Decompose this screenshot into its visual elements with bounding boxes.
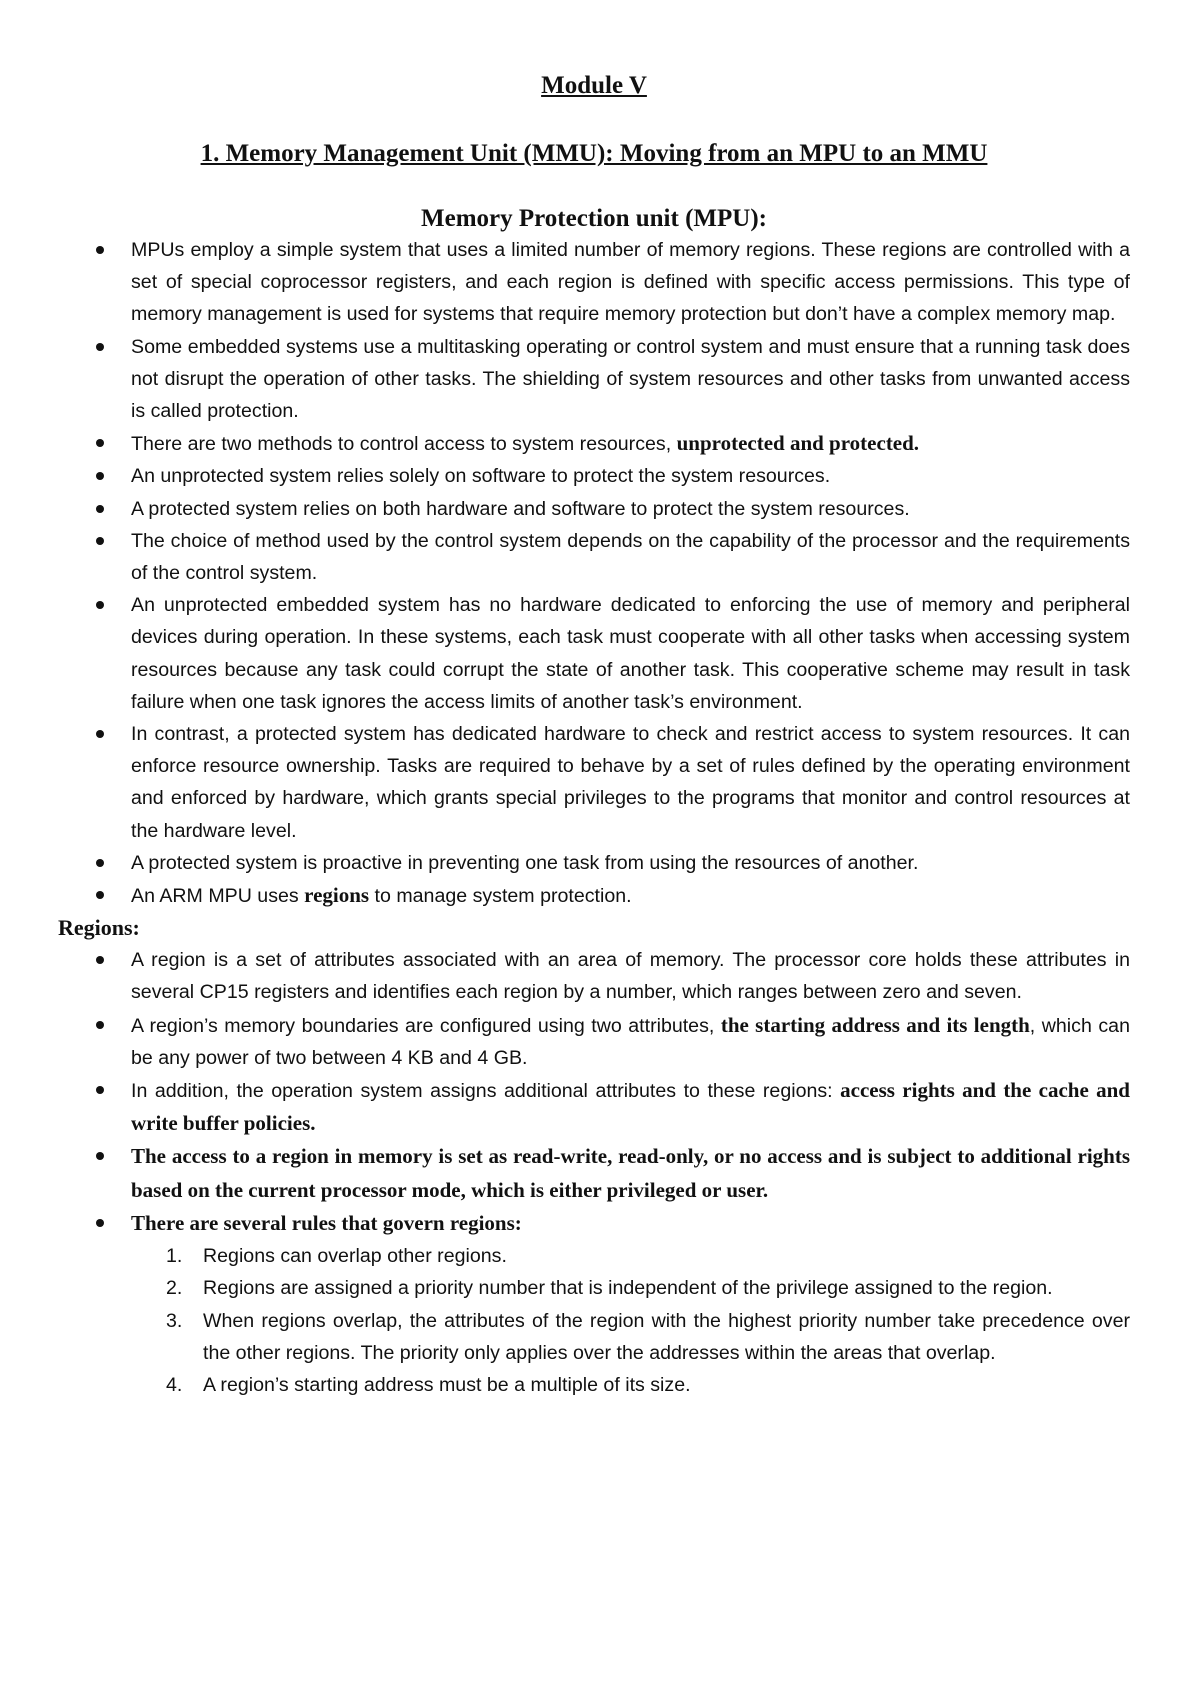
list-item: In contrast, a protected system has dedicated hardware to check and restrict access to system resources. It can enforce resource ownership. Tasks are required to behave by a set of rules defined by the operating environment and enforced by hardware, which grants special privileges to the programs that monitor and control resources at the hardware level. [58, 718, 1130, 847]
list-item: 1. Regions can overlap other regions. [58, 1240, 1130, 1272]
list-number: 3. [166, 1309, 183, 1332]
region-bullet-list [58, 944, 1130, 1240]
list-item: A region is a set of attributes associated with an area of memory. The processor core holds these attributes in several CP15 registers and identifies each region by a number, which ranges between zero and seven. [58, 944, 1130, 1008]
list-number: 2. [166, 1277, 183, 1300]
list-item: An ARM MPU uses regions to manage system protection. [58, 879, 1130, 912]
list-item [58, 1140, 1130, 1206]
list-item: MPUs employ a simple system that uses a limited number of memory regions. These regions are controlled with a set of special coprocessor registers, and each region is defined with specific access permissions. This type of memory management is used for systems that require memory protection but don’t have a complex memory map. [58, 234, 1130, 331]
list-item: In addition, the operation system assigns additional attributes to these regions: access rights and the cache and write buffer policies. [58, 1074, 1130, 1140]
list-item: Some embedded systems use a multitasking operating or control system and must ensure that a running task does not disrupt the operation of other tasks. The shielding of system resources and other tasks from unwanted access is called protection. [58, 331, 1130, 428]
list-item [58, 1207, 1130, 1240]
bullet-icon [96, 343, 104, 351]
list-item: There are two methods to control access to system resources, unprotected and protected. [58, 427, 1130, 460]
list-item: A protected system relies on both hardware and software to protect the system resources. [58, 493, 1130, 525]
bullet-icon [96, 246, 104, 254]
list-item: An unprotected system relies solely on software to protect the system resources. [58, 460, 1130, 492]
bullet-icon [96, 505, 104, 513]
list-item: A protected system is proactive in preventing one task from using the resources of another. [58, 847, 1130, 879]
bullet-icon [96, 601, 104, 609]
bold-text: regions [304, 883, 370, 908]
list-item: The choice of method used by the control system depends on the capability of the processor and the requirements of the control system. [58, 525, 1130, 589]
bullet-icon [96, 891, 104, 899]
bullet-icon [96, 859, 104, 867]
bullet-icon [96, 439, 104, 447]
list-item: An unprotected embedded system has no hardware dedicated to enforcing the use of memory and peripheral devices during operation. In these systems, each task must cooperate with all other tasks when accessing system resources because any task could corrupt the state of another task. This cooperative scheme may result in task failure when one task ignores the access limits of another task’s environment. [58, 589, 1130, 718]
bold-text: The access to a region in memory is set as read-write, read-only, or no access and is subject to additional rights based on the current processor mode, which is either privileged or user. [131, 1144, 1130, 1202]
list-item: 3. When regions overlap, the attributes of the region with the highest priority number take precedence over the other regions. The priority only applies over the addresses within the areas that overlap. [58, 1305, 1130, 1369]
list-item: 2. Regions are assigned a priority number that is independent of the privilege assigned to the region. [58, 1272, 1130, 1304]
bold-text: access rights and the cache and write buffer policies. [131, 1078, 1130, 1136]
mpu-bullet-list [58, 234, 1130, 912]
subsection-title: Memory Protection unit (MPU): [421, 205, 767, 232]
section-title: 1. Memory Management Unit (MMU): Moving from an MPU to an MMU [200, 140, 988, 167]
bold-text: the starting address and its length [720, 1012, 1030, 1037]
bullet-icon [96, 1086, 104, 1094]
list-number: 1. [166, 1245, 183, 1268]
bullet-icon [96, 956, 104, 964]
list-number: 4. [166, 1373, 183, 1396]
bullet-icon [96, 730, 104, 738]
list-item: 4. A region’s starting address must be a multiple of its size. [58, 1369, 1130, 1401]
bullet-icon [96, 1219, 104, 1227]
bullet-icon [96, 472, 104, 480]
bullet-icon [96, 1152, 104, 1160]
module-title: Module V [541, 72, 647, 99]
bullet-icon [96, 1021, 104, 1029]
rules-numbered-list [58, 1240, 1130, 1401]
bold-text: unprotected and protected. [676, 431, 920, 456]
bullet-icon [96, 537, 104, 545]
regions-heading: Regions: [58, 915, 140, 941]
list-item: A region’s memory boundaries are configured using two attributes, the starting address and its length, which can be any power of two between 4 KB and 4 GB. [58, 1009, 1130, 1074]
bold-text: There are several rules that govern regions: [131, 1210, 522, 1235]
